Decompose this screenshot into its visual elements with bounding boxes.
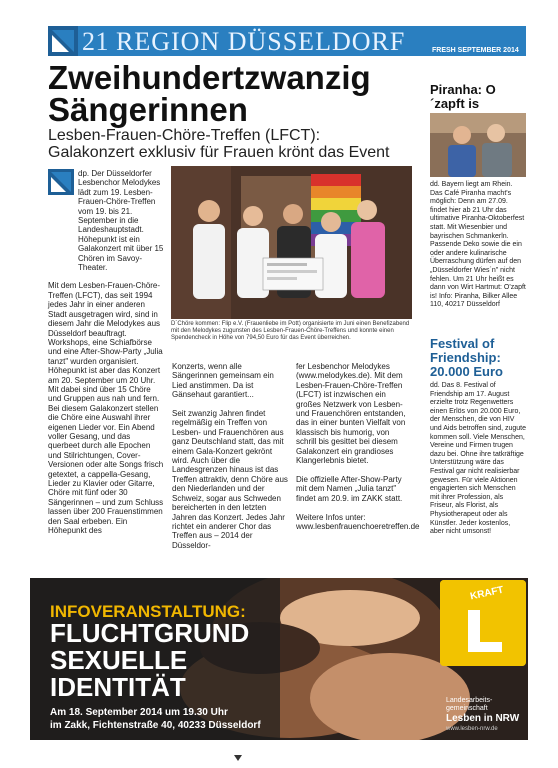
piranha-text: dd. Bayern liegt am Rhein. Das Café Piranha macht's möglich: Denn am 27.09. findet hier ab 21 Uhr das ultimative Piranha-Oktoberfest statt. Mit Wiesenbier und bayrischen Schmankerln. Passende Deko sowie die ein oder andere kulinarische Überraschung dürfen auf den „Düsseldorfer Wies´n" nicht fehlen. Um 21 Uhr heißt es dann von Wirt Hartmut: O'zapft is! Info: Piranha, Bilker Allee 110, 40217 Düsseldorf bbox=[430, 181, 526, 309]
photo-caption: D´Chöre kommen: Flip e.V. (Frauenliebe im Pott) organisierte im Juni einen Benefizabend mit den Melodykes zugunsten des Lesben-Frauen-Chöre-Treffens und konnte einen Spendencheck in Höhe von 794,50 Euro für das Event überreichen. bbox=[171, 321, 410, 341]
subhead-line-1: Lesben-Frauen-Chöre-Treffen (LFCT): bbox=[48, 127, 321, 144]
piranha-headline: Piranha: O´zapft is bbox=[430, 82, 496, 111]
article-column-3: fer Lesbenchor Melodykes (www.melodykes.de). Mit dem Lesben-Frauen-Chöre-Treffen (LFCT) ist inzwischen ein großes Netzwerk von Lesben- und Frauenchören entstanden, das in einer bunten Vielfalt von klassisch bis humorig, von schrill bis gesittet bei diesem Galakonzert ein grandioses Klangerlebnis bietet. Die offizielle After-Show-Party mit dem Namen „Julia tanzt" findet am 20.9. im ZAKK statt. Weitere Infos unter: www.lesbenfrauenchoeretreffen.de bbox=[296, 362, 420, 531]
org-name-line-1: Landesarbeits- bbox=[446, 697, 493, 704]
ad-kicker: INFOVERANSTALTUNG: bbox=[50, 602, 246, 621]
article-headline bbox=[48, 59, 408, 128]
section-title: REGION DÜSSELDORF bbox=[116, 27, 406, 56]
article-column-1 bbox=[48, 169, 164, 535]
article-lead: dp. Der Düsseldorfer Lesbenchor Melodykes lädt zum 19. Lesben-Frauen-Chöre-Treffen vom 19. bis 21. September in die Landeshauptstadt. Höhepunkt ist ein Galakonzert mit über 15 Chören im Savoy-Theater. bbox=[78, 169, 164, 273]
ad-headline-line-2: SEXUELLE bbox=[50, 645, 188, 675]
org-url: www.lesben-nrw.de bbox=[446, 726, 498, 732]
festival-text: dd. Das 8. Festival of Friendship am 17. August erzielte trotz Regenwetters einen Erlös von 20.000 Euro, der Menschen, die von HIV und Aids betroffen sind, zugute kommen soll. Viele Menschen, Vereine und Firmen trugen dazu bei. Ohne ihre tatkräftige Unterstützung wäre das Festival gar nicht realisierbar gewesen. Für viele Aktionen engagierten sich Menschen mit ihrer Profession, als Friseur, als Florist, als Physiotherapeut oder als Künstler. Jeder kostenlos, aber nicht umsonst! bbox=[430, 382, 526, 536]
ad-headline-line-1: FLUCHTGRUND bbox=[50, 618, 250, 648]
org-name-line-2: gemeinschaft bbox=[446, 705, 488, 712]
page-number: 21 bbox=[82, 27, 109, 56]
kraft-badge-label: KRAFT bbox=[469, 584, 505, 603]
choir-photo bbox=[171, 166, 412, 319]
org-name: Lesben in NRW bbox=[446, 713, 520, 724]
ad-headline-line-3: IDENTITÄT bbox=[50, 672, 186, 702]
festival-headline: Festival of Friendship: 20.000 Euro bbox=[430, 336, 503, 379]
arrow-logo-icon bbox=[48, 26, 78, 56]
article-subheadline bbox=[48, 127, 408, 161]
ad-date: Am 18. September 2014 um 19.30 Uhr bbox=[50, 707, 228, 718]
article-column-2: Konzerts, wenn alle Sängerinnen gemeinsam ein Lied anstimmen. Da ist Gänsehaut garantiert... Seit zwanzig Jahren findet regelmäßig ein Treffen von Lesben- und Frauenchören aus ganz Deutschland statt, das mit einem Gala-Konzert gekrönt wird. Auch über die Landesgrenzen hinaus ist das Treffen attraktiv, denn Chöre aus den Niederlanden und der Schweiz, sogar aus Schweden bereicherten in den letzten Jahren das Konzert. Jedes Jahr richtet ein anderer Chor das Treffen aus – 2014 der Düsseldor- bbox=[172, 362, 288, 550]
piranha-photo bbox=[430, 113, 526, 177]
end-mark-icon bbox=[234, 748, 242, 754]
headline-line-2: Sängerinnen bbox=[48, 91, 248, 128]
ad-location: im Zakk, Fichtenstraße 40, 40233 Düsseldorf bbox=[50, 720, 261, 731]
article-body-1: Mit dem Lesben-Frauen-Chöre-Treffen (LFCT), das seit 1994 jedes Jahr in einer anderen Stadt ausgetragen wird, sind in diesem Jahr die Melodykes aus Düsseldorf beauftragt. Workshops, eine Schiafbörse und eine After-Show-Party „Julia tanzt" wurden organisiert. Höhepunkt ist aber das Konzert am 20. September um 20 Uhr. Mit dabei sind über 15 Chöre und Gruppen aus nah und fern. Bei diesem Galakonzert stellen die Chöre eine Auswahl ihrer eigenen Lieder vor. Ein Abend voller Gesang, und das querbeet durch alle Epochen und Stilrichtungen, Cover-Versionen oder alte Songs frisch getextet, a cappella-Gesang, Lieder zu Klavier oder Gitarre, Chöre mit fünf oder 30 Sängerinnen – und zum Schluss lassen über 200 Frauenstimmen den Saal erbeben. Ein Höhepunkt des bbox=[48, 281, 164, 536]
headline-line-1: Zweihundertzwanzig bbox=[48, 59, 371, 96]
issue-label: FRESH SEPTEMBER 2014 bbox=[432, 47, 519, 54]
subhead-line-2: Galakonzert exklusiv für Frauen krönt das Event bbox=[48, 144, 390, 161]
